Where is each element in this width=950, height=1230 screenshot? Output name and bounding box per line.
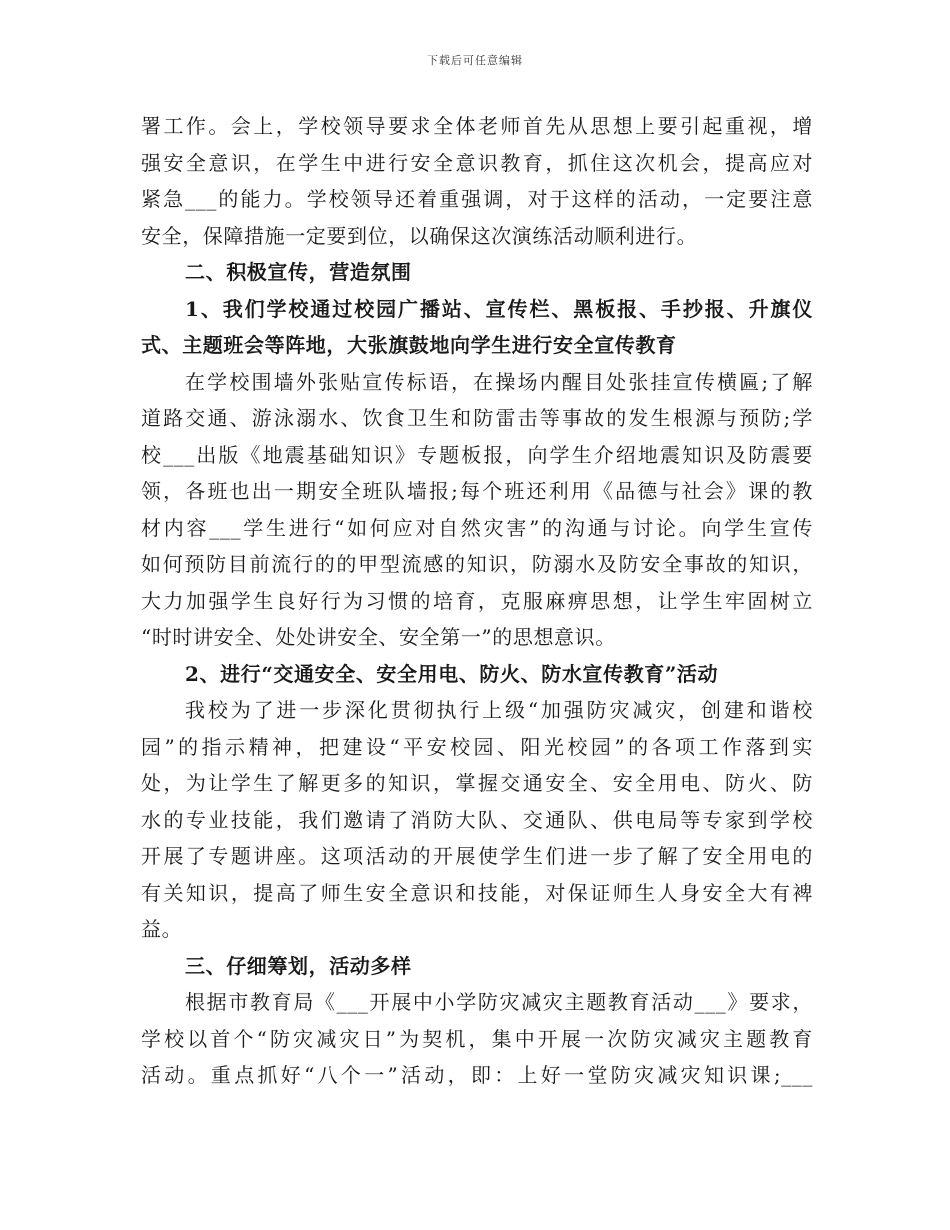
- paragraph-line: 道路交通、游泳溺水、饮食卫生和防雷击等事故的发生根源与预防;学: [141, 406, 813, 430]
- paragraph-line: 水的专业技能，我们邀请了消防大队、交通队、供电局等专家到学校: [141, 807, 813, 832]
- paragraph-line: 开展了专题讲座。这项活动的开展使学生们进一步了解了安全用电的: [141, 844, 813, 868]
- document-body: [141, 108, 813, 1094]
- paragraph-line: 强安全意识，在学生中进行安全意识教育，抓住这次机会，提高应对: [141, 150, 813, 175]
- paragraph-line: 署工作。会上，学校领导要求全体老师首先从思想上要引起重视，增: [141, 114, 813, 138]
- section-heading: 三、仔细筹划，活动多样: [185, 953, 412, 978]
- paragraph-line: 在学校围墙外张贴宣传标语，在操场内醒目处张挂宣传横匾;了解: [185, 369, 813, 394]
- subsection-heading: 式、主题班会等阵地，大张旗鼓地向学生进行安全宣传教育: [141, 333, 677, 357]
- paragraph-line: 根据市教育局《___开展中小学防灾减灾主题教育活动___》要求，: [185, 990, 813, 1014]
- paragraph-line: 我校为了进一步深化贯彻执行上级“加强防灾减灾，创建和谐校: [185, 698, 813, 722]
- subsection-heading: 2、进行“交通安全、安全用电、防火、防水宣传教育”活动: [185, 661, 719, 686]
- paragraph-line: 活动。重点抓好“八个一”活动，即：上好一堂防灾减灾知识课;___: [141, 1063, 813, 1087]
- paragraph-line: 校___出版《地震基础知识》专题板报，向学生介绍地震知识及防震要: [141, 442, 813, 467]
- paragraph-line: 紧急___的能力。学校领导还着重强调，对于这样的活动，一定要注意: [141, 187, 813, 211]
- paragraph-line: 处，为让学生了解更多的知识，掌握交通安全、安全用电、防火、防: [141, 771, 813, 795]
- paragraph-line: 如何预防目前流行的的甲型流感的知识，防溺水及防安全事故的知识，: [141, 552, 813, 576]
- section-heading: 二、积极宣传，营造氛围: [185, 260, 412, 284]
- paragraph-line: 领，各班也出一期安全班队墙报;每个班还利用《品德与社会》课的教: [141, 479, 813, 503]
- subsection-heading: 1、我们学校通过校园广播站、宣传栏、黑板报、手抄报、升旗仪: [185, 296, 813, 321]
- paragraph-line: 园”的指示精神，把建设“平安校园、阳光校园”的各项工作落到实: [141, 734, 813, 759]
- paragraph-line: “时时讲安全、处处讲安全、安全第一”的思想意识。: [141, 625, 616, 649]
- paragraph-line: 学校以首个“防灾减灾日”为契机，集中开展一次防灾减灾主题教育: [141, 1026, 813, 1051]
- paragraph-line: 安全，保障措施一定要到位，以确保这次演练活动顺利进行。: [141, 223, 698, 248]
- paragraph-line: 材内容___学生进行“如何应对自然灾害”的沟通与讨论。向学生宣传: [141, 515, 813, 540]
- page-header: 下载后可任意编辑: [427, 54, 523, 67]
- paragraph-line: 益。: [141, 917, 183, 941]
- paragraph-line: 有关知识，提高了师生安全意识和技能，对保证师生人身安全大有裨: [141, 880, 813, 905]
- paragraph-line: 大力加强学生良好行为习惯的培育，克服麻痹思想，让学生牢固树立: [141, 588, 813, 613]
